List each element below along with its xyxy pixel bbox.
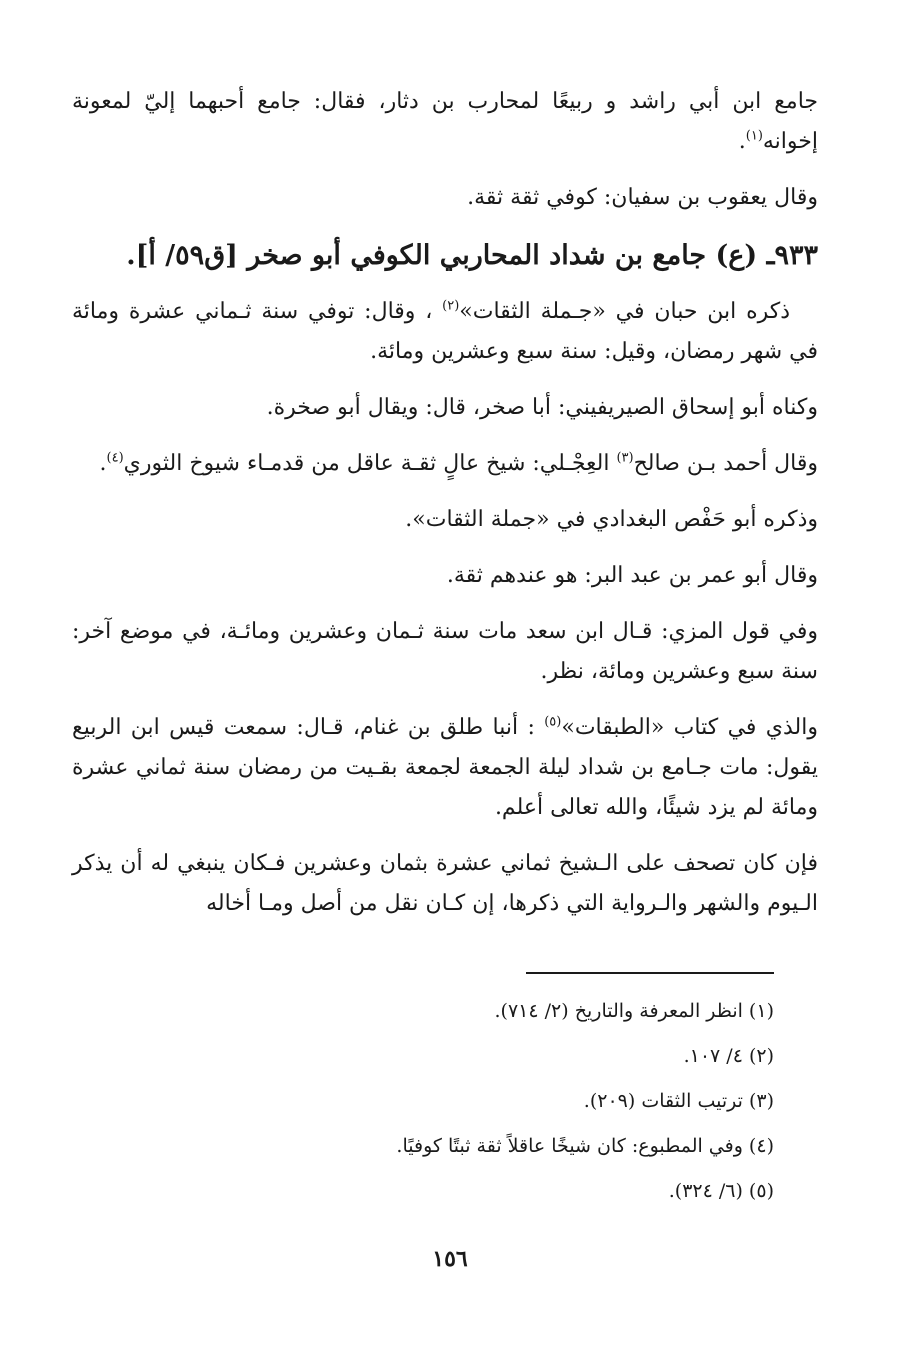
main-text <box>72 82 818 940</box>
entry-heading: ٩٣٣ـ (ع) جامع بن شداد المحاربي الكوفي أبو صخر [ق٥٩/ أ]. <box>126 240 818 271</box>
paragraph-mizzi: وفي قول المزي: قـال ابن سعد مات سنة ثـمان وعشرين ومائـة، في موضع آخر: سنة سبع وعشرين ومائة، نظر. <box>72 619 818 684</box>
footnote-ref-2[interactable]: (٢) <box>442 298 460 314</box>
footnote-1: (١) انظر المعرفة والتاريخ (٢/ ٧١٤). <box>494 1000 774 1022</box>
footnote-4: (٤) وفي المطبوع: كان شيخًا عاقلاً ثقة ثبتًا كوفيًا. <box>396 1135 774 1157</box>
footnotes <box>154 996 774 1221</box>
footnote-3: (٣) ترتيب الثقات (٢٠٩). <box>583 1090 774 1112</box>
paragraph-tashif: فإن كان تصحف على الـشيخ ثماني عشرة بثمان وعشرين فـكان ينبغي له أن يذكر الـيوم والشهر والـرواية التي ذكرها، إن كـان نقل من أصل ومـا أخاله <box>72 851 818 916</box>
paragraph-continuation: جامع ابن أبي راشد و ربيعًا لمحارب بن دثار، فقال: جامع أحبهما إليّ لمعونة إخوانه$^{(١)}$. <box>72 89 819 154</box>
footnote-separator <box>526 972 774 974</box>
footnote-ref-3[interactable]: (٣) <box>616 450 634 466</box>
paragraph-ibn-hibban: ذكره ابن حبان في «جـملة الثقات»$^{(٢)}$ ، وقال: توفي سنة ثـماني عشرة ومائة في شهر رمضان، وقيل: سنة سبع وعشرين ومائة. <box>72 298 818 364</box>
paragraph-ibn-abd-al-barr: وقال أبو عمر بن عبد البر: هو عندهم ثقة. <box>446 563 818 588</box>
footnote-2: (٢) ٤/ ١٠٧. <box>683 1045 774 1067</box>
footnote-5: (٥) (٦/ ٣٢٤). <box>668 1180 774 1202</box>
paragraph-yaqub: وقال يعقوب بن سفيان: كوفي ثقة ثقة. <box>467 185 818 210</box>
paragraph-kunya: وكناه أبو إسحاق الصيريفيني: أبا صخر، قال: ويقال أبو صخرة. <box>266 395 818 420</box>
footnote-ref-1[interactable]: (١) <box>745 128 763 144</box>
paragraph-abu-hafs: وذكره أبو حَفْص البغدادي في «جملة الثقات». <box>405 507 818 532</box>
footnote-ref-4[interactable]: (٤) <box>106 450 124 466</box>
paragraph-tabaqat: والذي في كتاب «الطبقات»$^{(٥)}$ : أنبا طلق بن غنام، قـال: سمعت قيس ابن الربيع يقول: مات جـامع بن شداد ليلة الجمعة لجمعة بقـيت من رمضان سنة ثماني عشرة ومائة لم يزد شيئًا، والله تعالى أعلم. <box>72 714 818 820</box>
paragraph-ijli: وقال أحمد بـن صالح$^{(٣)}$ العِجْـلي: شيخ عالٍ ثقـة عاقل من قدمـاء شيوخ الثوري$^{(٤)}$. <box>99 450 818 476</box>
footnote-ref-5[interactable]: (٥) <box>544 714 562 730</box>
page-number: ١٥٦ <box>432 1246 468 1272</box>
